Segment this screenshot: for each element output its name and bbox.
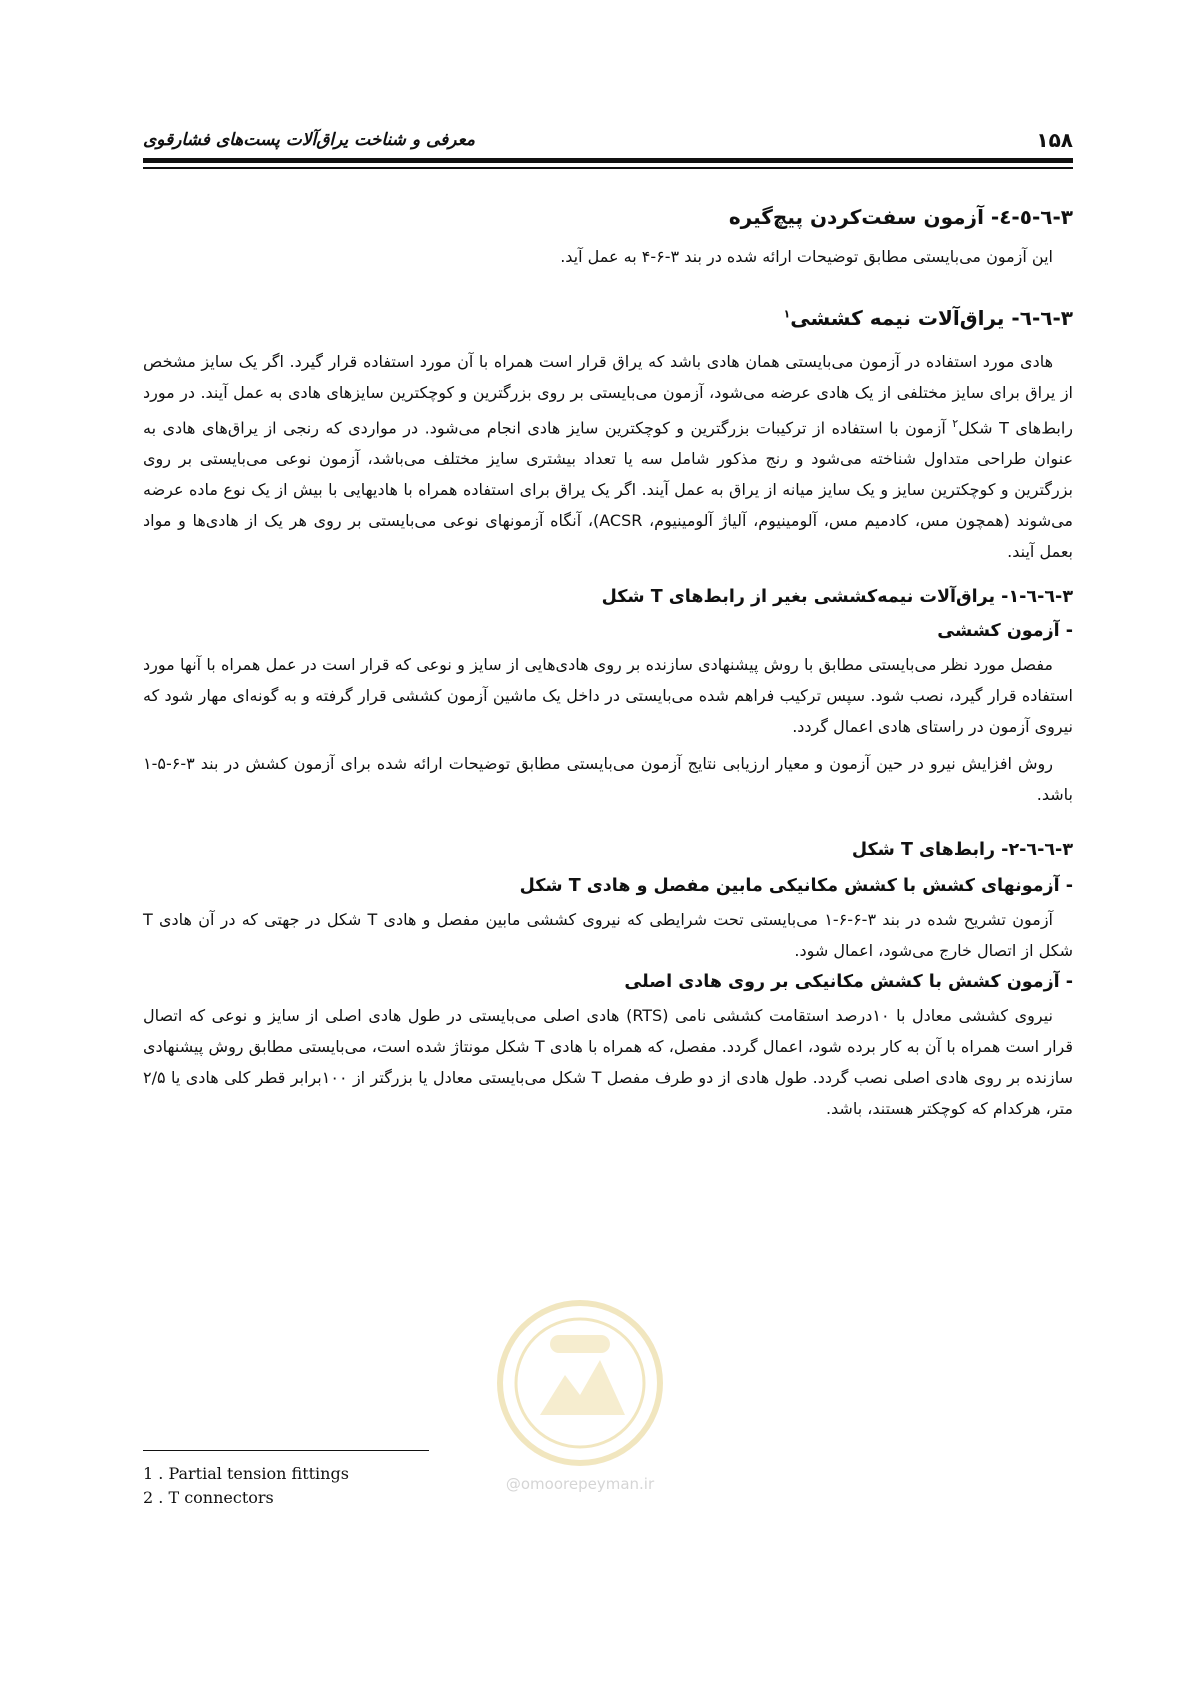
section-heading-3-6-5-4: ۳-٦-٥-٤- آزمون سفت‌کردن پیچ‌گیره (728, 205, 1073, 229)
paragraph: روش افزایش نیرو در حین آزمون و معیار ارزیابی نتایج آزمون می‌بایستی مطابق توضیحات ارائه شده برای آزمون کشش در بند ۳-۶-۵-۱ باشد. (143, 754, 1073, 805)
footnotes (143, 1462, 349, 1510)
page-header (143, 120, 1073, 156)
subheading-joint-t-tension: - آزمونهای کشش با کشش مکانیکی مابین مفصل و هادی T شکل (519, 876, 1073, 897)
watermark-url: @omoorepeyman.ir (505, 1475, 655, 1493)
page-number: ۱۵۸ (1036, 128, 1073, 152)
page-body (143, 205, 1073, 1124)
header-rule-thin (143, 167, 1073, 169)
paragraph: نیروی کششی معادل با ۱۰درصد استقامت کششی نامی (RTS) هادی اصلی می‌بایستی در طول هادی اصلی از سایز و نوعی که اتصال قرار است همراه با آن به کار برده شود، اعمال گردد. مفصل، که همراه با هادی T شکل مونتاژ شده است، می‌بایستی مطابق روش پیشنهادی سازنده بر روی هادی اصلی نصب گردد. طول هادی از دو طرف مفصل T شکل می‌بایستی معادل یا بزرگتر از ۱۰۰برابر قطر کلی هادی یا ۲/۵ متر، هرکدام که کوچکتر هستند، باشد. (143, 1006, 1074, 1119)
section-heading-3-6-6-2: ۳-٦-٦-۲- رابط‌های T شکل (851, 840, 1073, 861)
subheading-tensile-test: - آزمون کششی (937, 621, 1073, 642)
paragraph: این آزمون می‌بایستی مطابق توضیحات ارائه شده در بند ۳-۶-۴ به عمل آید. (560, 247, 1053, 266)
watermark (480, 1295, 680, 1505)
footnote-rule (143, 1450, 429, 1451)
section-heading-3-6-6: ۳-٦-٦- یراق‌آلات نیمه کششی$^۱$ (783, 306, 1073, 330)
running-title: معرفی و شناخت یراق‌آلات پست‌های فشارقوی (143, 130, 475, 150)
footnote-2: 2 . T connectors (143, 1488, 274, 1507)
header-rule-thick (143, 158, 1073, 163)
footnote-ref-2: ۲ (952, 417, 959, 430)
section-heading-3-6-6-1: ۳-٦-٦-۱- یراق‌آلات نیمه‌کششی بغیر از رابط‌های T شکل (601, 587, 1073, 608)
footnote-ref-1: ۱ (783, 307, 791, 321)
paragraph: آزمون تشریح شده در بند ۳-۶-۶-۱ می‌بایستی تحت شرایطی که نیروی کششی مابین مفصل و هادی T شکل در جهتی که در آن هادی T شکل از اتصال خارج می‌شود، اعمال شود. (143, 910, 1073, 961)
paragraph: مفصل مورد نظر می‌بایستی مطابق با روش پیشنهادی سازنده بر روی هادی‌هایی از سایز و نوعی که قرار است در عمل همراه با آنها مورد استفاده قرار گیرد، نصب شود. سپس ترکیب فراهم شده می‌بایستی در داخل یک ماشین آزمون کششی قرار گرفته و به گونه‌ای مهار شود که نیروی آزمون در راستای هادی اعمال گردد. (143, 655, 1073, 737)
footnote-1: 1 . Partial tension fittings (143, 1464, 349, 1483)
subheading-main-conductor-tension: - آزمون کشش با کشش مکانیکی بر روی هادی اصلی (624, 972, 1073, 993)
watermark-seal-icon (480, 1295, 680, 1470)
paragraph: هادی مورد استفاده در آزمون می‌بایستی همان هادی باشد که یراق قرار است همراه با آن مورد استفاده قرار گیرد. اگر یک سایز مشخص از یراق برای سایز مختلفی از یک هادی عرضه می‌شود، آزمون می‌بایستی بر روی بزرگترین و کوچکترین سایزهای هادی به عمل آیند. در مورد رابط‌های T شکل$^۲$ آزمون با استفاده از ترکیبات بزرگترین و کوچکترین سایز هادی انجام می‌شود. در مواردی که رنجی از یراق‌های هادی به عنوان طراحی متداول شناخته می‌شود و رنج مذکور شامل سه یا تعداد بیشتری سایز مختلف می‌باشد، آزمون نوعی می‌بایستی بر روی بزرگترین و کوچکترین سایز و یک سایز میانه از یراق به عمل آیند. اگر یک یراق برای استفاده همراه با هادیهایی با بیش از یک نوع ماده عرضه می‌شوند (همچون مس، کادمیم مس، آلومینیوم، آلیاژ آلومینیوم، ACSR)، آنگاه آزمونهای نوعی می‌بایستی بر روی هر یک از هادی‌ها و مواد بعمل آیند. (143, 352, 1074, 562)
